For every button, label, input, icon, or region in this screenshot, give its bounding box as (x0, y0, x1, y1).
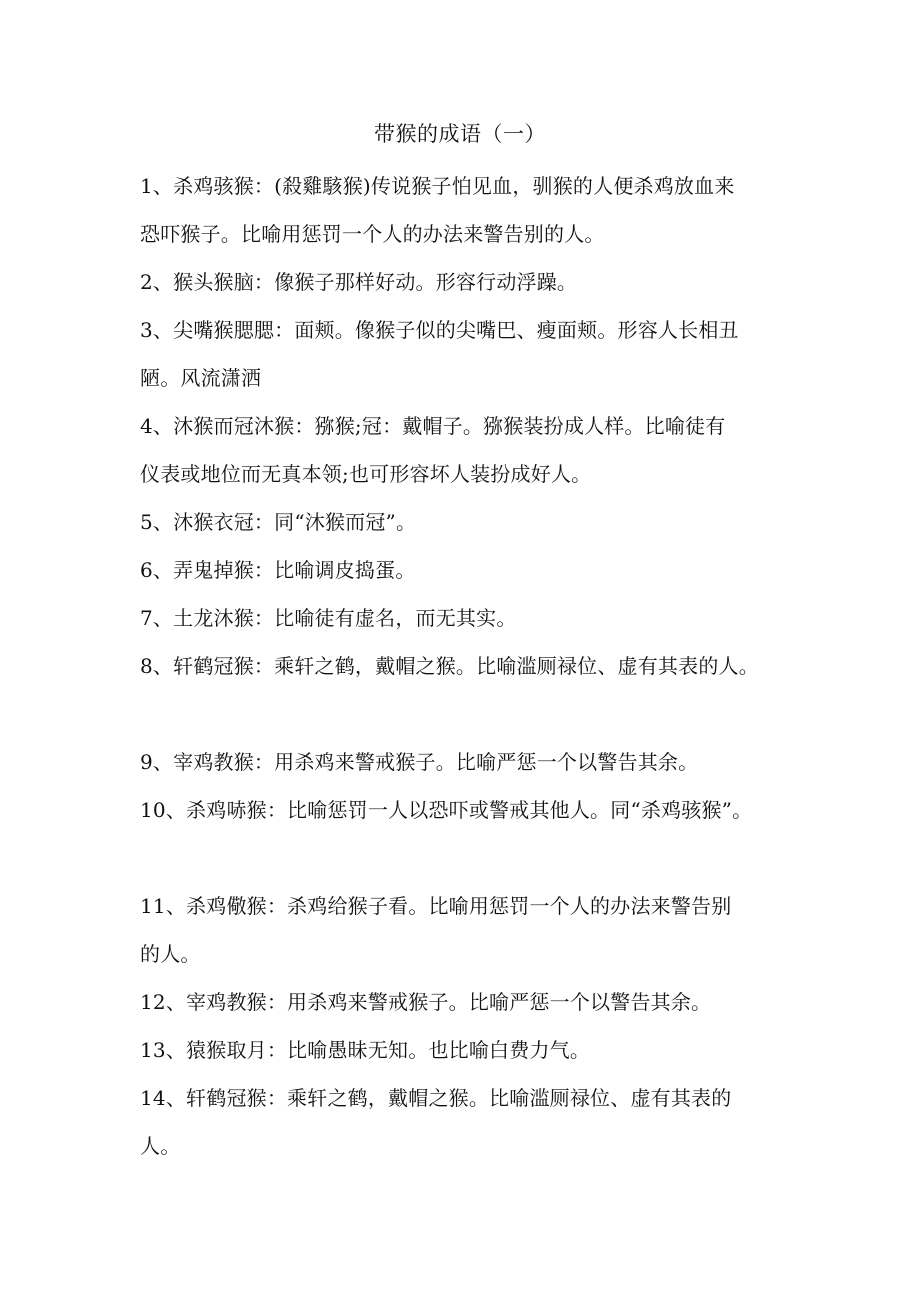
idiom-11-line-1: 11、杀鸡儆猴：杀鸡给猴子看。比喻用惩罚一个人的办法来警告别 (140, 894, 732, 918)
page-title: 带猴的成语（一） (374, 122, 546, 146)
idiom-1-line-2: 恐吓猴子。比喻用惩罚一个人的办法来警告别的人。 (140, 222, 605, 246)
idiom-8: 8、轩鹤冠猴：乘轩之鹤，戴帽之猴。比喻滥厕禄位、虚有其表的人。 (140, 654, 759, 678)
idiom-4-line-2: 仪表或地位而无真本领;也可形容坏人装扮成好人。 (140, 462, 592, 486)
idiom-14-line-2: 人。 (140, 1134, 181, 1158)
idiom-4-line-1: 4、沐猴而冠沐猴：猕猴;冠：戴帽子。猕猴装扮成人样。比喻徒有 (140, 414, 726, 438)
idiom-9: 9、宰鸡教猴：用杀鸡来警戒猴子。比喻严惩一个以警告其余。 (140, 750, 699, 774)
idiom-14-line-1: 14、轩鹤冠猴：乘轩之鹤，戴帽之猴。比喻滥厕禄位、虚有其表的 (140, 1086, 732, 1110)
idiom-1-line-1: 1、杀鸡骇猴：(殺雞駭猴)传说猴子怕见血，驯猴的人便杀鸡放血来 (140, 174, 735, 198)
idiom-3-line-2: 陋。风流潇洒 (140, 366, 262, 390)
idiom-3-line-1: 3、尖嘴猴腮腮：面颊。像猴子似的尖嘴巴、瘦面颊。形容人长相丑 (140, 318, 739, 342)
idiom-2: 2、猴头猴脑：像猴子那样好动。形容行动浮躁。 (140, 270, 578, 294)
idiom-5: 5、沐猴衣冠：同“沐猴而冠”。 (140, 510, 417, 534)
idiom-13: 13、猿猴取月：比喻愚昧无知。也比喻白费力气。 (140, 1038, 591, 1062)
idiom-6: 6、弄鬼掉猴：比喻调皮捣蛋。 (140, 558, 416, 582)
idiom-7: 7、土龙沐猴：比喻徒有虚名，而无其实。 (140, 606, 517, 630)
idiom-11-line-2: 的人。 (140, 942, 201, 966)
idiom-10: 10、杀鸡哧猴：比喻惩罚一人以恐吓或警戒其他人。同“杀鸡骇猴”。 (140, 798, 753, 822)
idiom-12: 12、宰鸡教猴：用杀鸡来警戒猴子。比喻严惩一个以警告其余。 (140, 990, 712, 1014)
